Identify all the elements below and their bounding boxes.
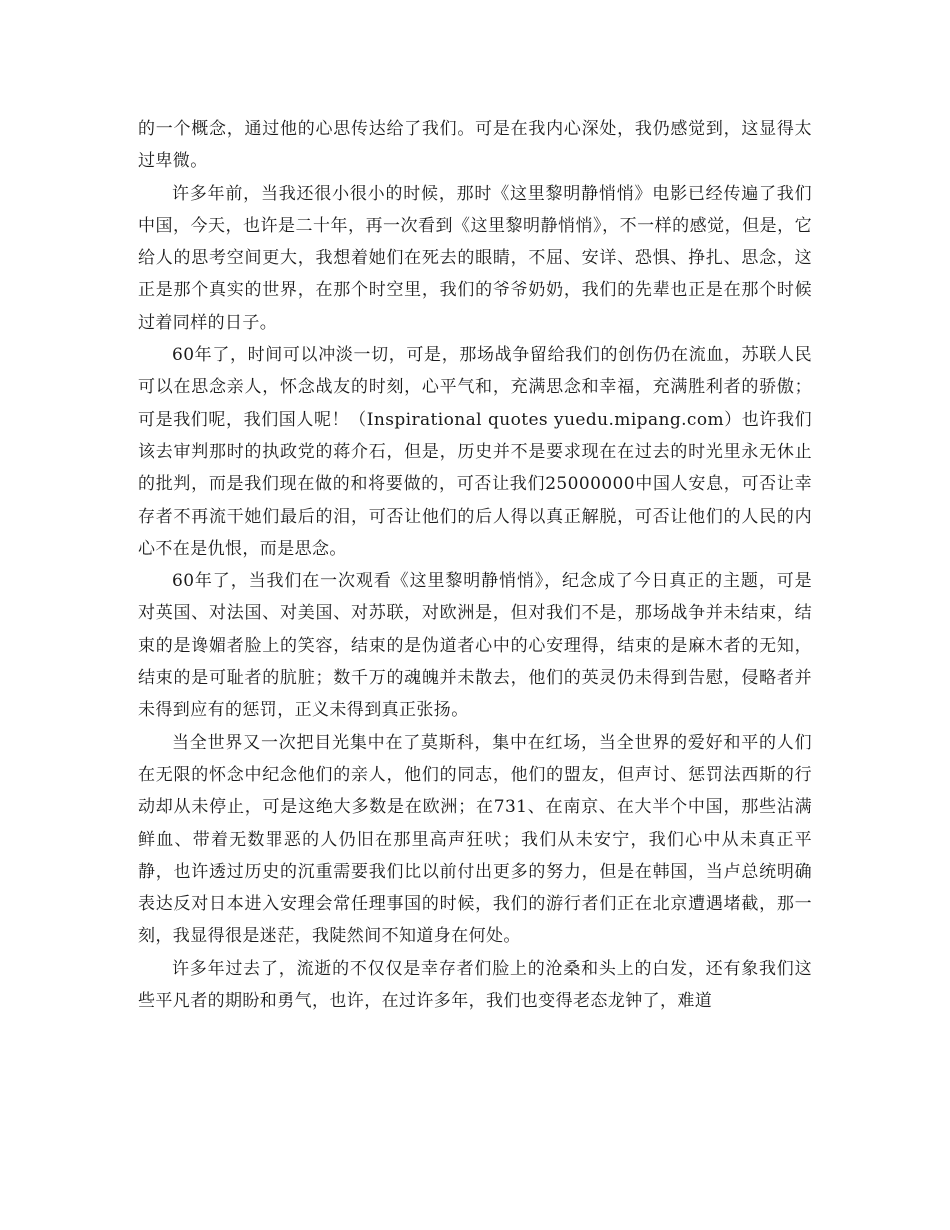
paragraph-6: 许多年过去了，流逝的不仅仅是幸存者们脸上的沧桑和头上的白发，还有象我们这些平凡者的期盼和勇气，也许，在过许多年，我们也变得老态龙钟了，难道 bbox=[138, 958, 812, 1012]
paragraph-5: 当全世界又一次把目光集中在了莫斯科，集中在红场，当全世界的爱好和平的人们在无限的怀念中纪念他们的亲人，他们的同志，他们的盟友，但声讨、惩罚法西斯的行动却从未停止，可是这绝大多数是在欧洲；在731、在南京、在大半个中国，那些沾满鲜血、带着无数罪恶的人仍旧在那里高声狂吠；我们从未安宁，我们心中从未真正平静，也许透过历史的沉重需要我们比以前付出更多的努力，但是在韩国，当卢总统明确表达反对日本进入安理会常任理事国的时候，我们的游行者们正在北京遭遇堵截，那一刻，我显得很是迷茫，我陡然间不知道身在何处。 bbox=[138, 732, 812, 947]
paragraph-1: 的一个概念，通过他的心思传达给了我们。可是在我内心深处，我仍感觉到，这显得太过卑微。 bbox=[138, 119, 812, 172]
paragraph-4: 60年了，当我们在一次观看《这里黎明静悄悄》，纪念成了今日真正的主题，可是对英国、对法国、对美国、对苏联，对欧洲是，但对我们不是，那场战争并未结束，结束的是谗媚者脸上的笑容，结束的是伪道者心中的心安理得，结束的是麻木者的无知，结束的是可耻者的肮脏；数千万的魂魄并未散去，他们的英灵仍未得到告慰，侵略者并未得到应有的惩罚，正义未得到真正张扬。 bbox=[138, 571, 812, 721]
paragraph-2: 许多年前，当我还很小很小的时候，那时《这里黎明静悄悄》电影已经传遍了我们中国，今天，也许是二十年，再一次看到《这里黎明静悄悄》，不一样的感觉，但是，它给人的思考空间更大，我想着她们在死去的眼睛，不屈、安详、恐惧、挣扎、思念，这正是那个真实的世界，在那个时空里，我们的爷爷奶奶，我们的先辈也正是在那个时候过着同样的日子。 bbox=[138, 183, 812, 333]
document-body bbox=[138, 113, 812, 1017]
paragraph-3: 60年了，时间可以冲淡一切，可是，那场战争留给我们的创伤仍在流血，苏联人民可以在思念亲人，怀念战友的时刻，心平气和，充满思念和幸福，充满胜利者的骄傲；可是我们呢，我们国人呢！（Inspirational quotes yuedu.mipang.com）也许我们该去审判那时的执政党的蒋介石，但是，历史并不是要求现在在过去的时光里永无休止的批判，而是我们现在做的和将要做的，可否让我们25000000中国人安息，可否让幸存者不再流干她们最后的泪，可否让他们的后人得以真正解脱，可否让他们的人民的内心不在是仇恨，而是思念。 bbox=[138, 345, 812, 559]
